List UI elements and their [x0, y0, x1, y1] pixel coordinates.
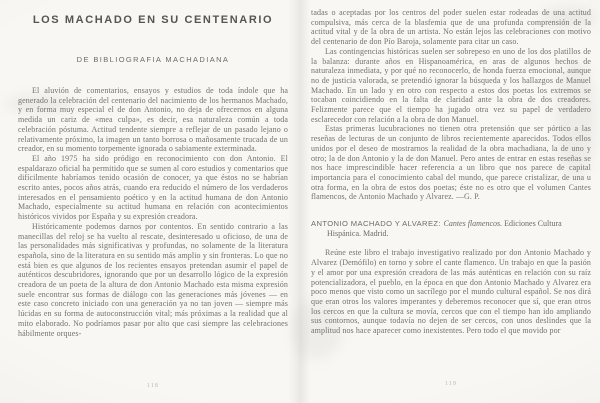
paragraph: El año 1975 ha sido pródigo en reconocimiento con don Antonio. El espaldarazo oficial ha permitido que se sumen al coro estudios y comentarios que difícilmente habríamos tenido ocasión de conocer, ya que éstos no se habrían escrito antes, pocos años atrás, cuando era reducido el número de los verdaderos interesados en el pensamiento poético y en la actitud humana de don Antonio Machado, especialmente su actitud humana en relación con acontecimientos históricos vividos por España y su expresión creadora. — [18, 153, 288, 222]
page-number-right: 119 — [445, 381, 457, 387]
page-number-left: 118 — [147, 383, 159, 389]
paragraph-continuation: tadas o aceptadas por los centros del poder suelen estar rodeadas de una actitud compulsiva, más cerca de la blasfemia que de una profunda comprensión de la actitud vital y de la obra de un artista. No están lejos las celebraciones con motivo del centenario de don Pío Baroja, solamente para citar un caso. — [311, 8, 591, 47]
entry-author: ANTONIO MACHADO Y ALVAREZ: — [311, 219, 444, 229]
review-paragraph: Reúne este libro el trabajo investigativo realizado por don Antonio Machado y Alvarez (Demófilo) en torno y sobre el cante flamenco. Un trabajo en que la pasión y el amor por una expresión creadora de las más auténticas en relación con su raíz potencializadora, el pueblo, en la época en que don Antonio Machado y Alvarez era poco menos que visto como un sacrílego por el mundo cultural español. Se nos dirá que eran otros los valores imperantes y deberemos reconocer que sí, que eran otros los cercos en que la cultura se movía, cercos que con el tiempo han ido ampliando sus contornos, aunque todavía no dejen de ser cercos, con unos deslindes que la amplitud nos hace aparecer como inexistentes. Pero todo el que movido por — [311, 248, 591, 336]
paragraph: El aluvión de comentarios, ensayos y estudios de toda índole que ha generado la celebración del centenario del nacimiento de los hermanos Machado, y en forma muy especial el de don Antonio, no deja de ofrecernos en alguna medida un cariz de «mea culpa», es decir, esa naturaleza común a toda celebración póstuma. Actitud tendente siempre a reflejar de un pasado lejano o relativamente próximo, la imagen un tanto borrosa o mañosamente trucada de un creador, en su momento torpemente ignorada o sabiamente exterminada. — [18, 86, 288, 154]
left-page-text — [18, 14, 288, 338]
left-page — [18, 0, 288, 389]
entry-book-title: Cantes flamencos. — [443, 219, 505, 229]
section-heading: DE BIBLIOGRAFIA MACHADIANA — [76, 55, 230, 64]
paragraph: Estas primeras lucubraciones no tienen otra pretensión que ser pórtico a las reseñas de lecturas de un conjunto de libros recientemente aparecidos. Todos ellos unidos por el deseo de mostrarnos la realidad de la obra machadiana, la de uno y otro; la de don Antonio y la de don Manuel. Pero antes de entrar en estas reseñas se nos hace imprescindible hacer referencia a un libro que nos parece de capital importancia para el conocimiento cabal del mundo, que parece cristalizar, de una u otra forma, en la obra de estos dos poetas; éste no es otro que el volumen Cantes flamencos, de Antonio Machado y Alvarez. —G. P. — [311, 124, 591, 202]
page-gutter — [288, 0, 310, 403]
paragraph: Históricamente podemos darnos por contentos. En sentido contrario a las manecillas del reloj se ha vuelto al rescate, desinteresado u oficioso, de una de las personalidades más significativas y profundas, no solamente de la literatura española, sino de la literatura en su sentido más amplio y sin fronteras. Lo que no está bien es que algunos de los recientes ensayos pretendan asumir el papel de auténticos descubridores, ignorando que por un desarrollo lógico de la expresión creadora de un poeta de la altura de don Antonio Machado esta misma expresión suele encontrar sus formas de diálogo con las generaciones más jóvenes — en este caso concreto iniciado con una generación ya no tan joven — siempre más lúcidas en su forma de autoconstrucción vital; más próximas a la realidad que al mito elaborado. No podríamos pasar por alto que casi siempre las celebraciones hábilmente orques- — [18, 221, 288, 338]
article-title: LOS MACHADO EN SU CENTENARIO — [32, 14, 274, 26]
right-page-body — [311, 8, 591, 336]
right-page — [311, 0, 591, 387]
right-page-text — [311, 8, 591, 336]
paragraph: Las contingencias históricas suelen ser sobrepeso en uno de los dos platillos de la balanza: durante años en Hispanoamérica, en aras de algunos hechos de naturaleza inmediata, y por qué no reconocerlo, de honda fuerza emocional, aunque no de justicia valorada, se pretendió ignorar la búsqueda y los hallazgos de Manuel Machado. En un lado y en otro con respecto a estos dos poetas los extremos se tocaban coincidiendo en la falta de claridad ante la obra de dos creadores. Felizmente parece que el tiempo ha jugado otra vez su papel de verdadero esclarecedor con relación a la obra de don Manuel. — [311, 46, 591, 124]
left-page-body — [18, 86, 288, 338]
bibliography-entry — [311, 219, 591, 238]
entry-publisher: Ediciones Cultura Hispánica. Madrid. — [327, 219, 562, 238]
